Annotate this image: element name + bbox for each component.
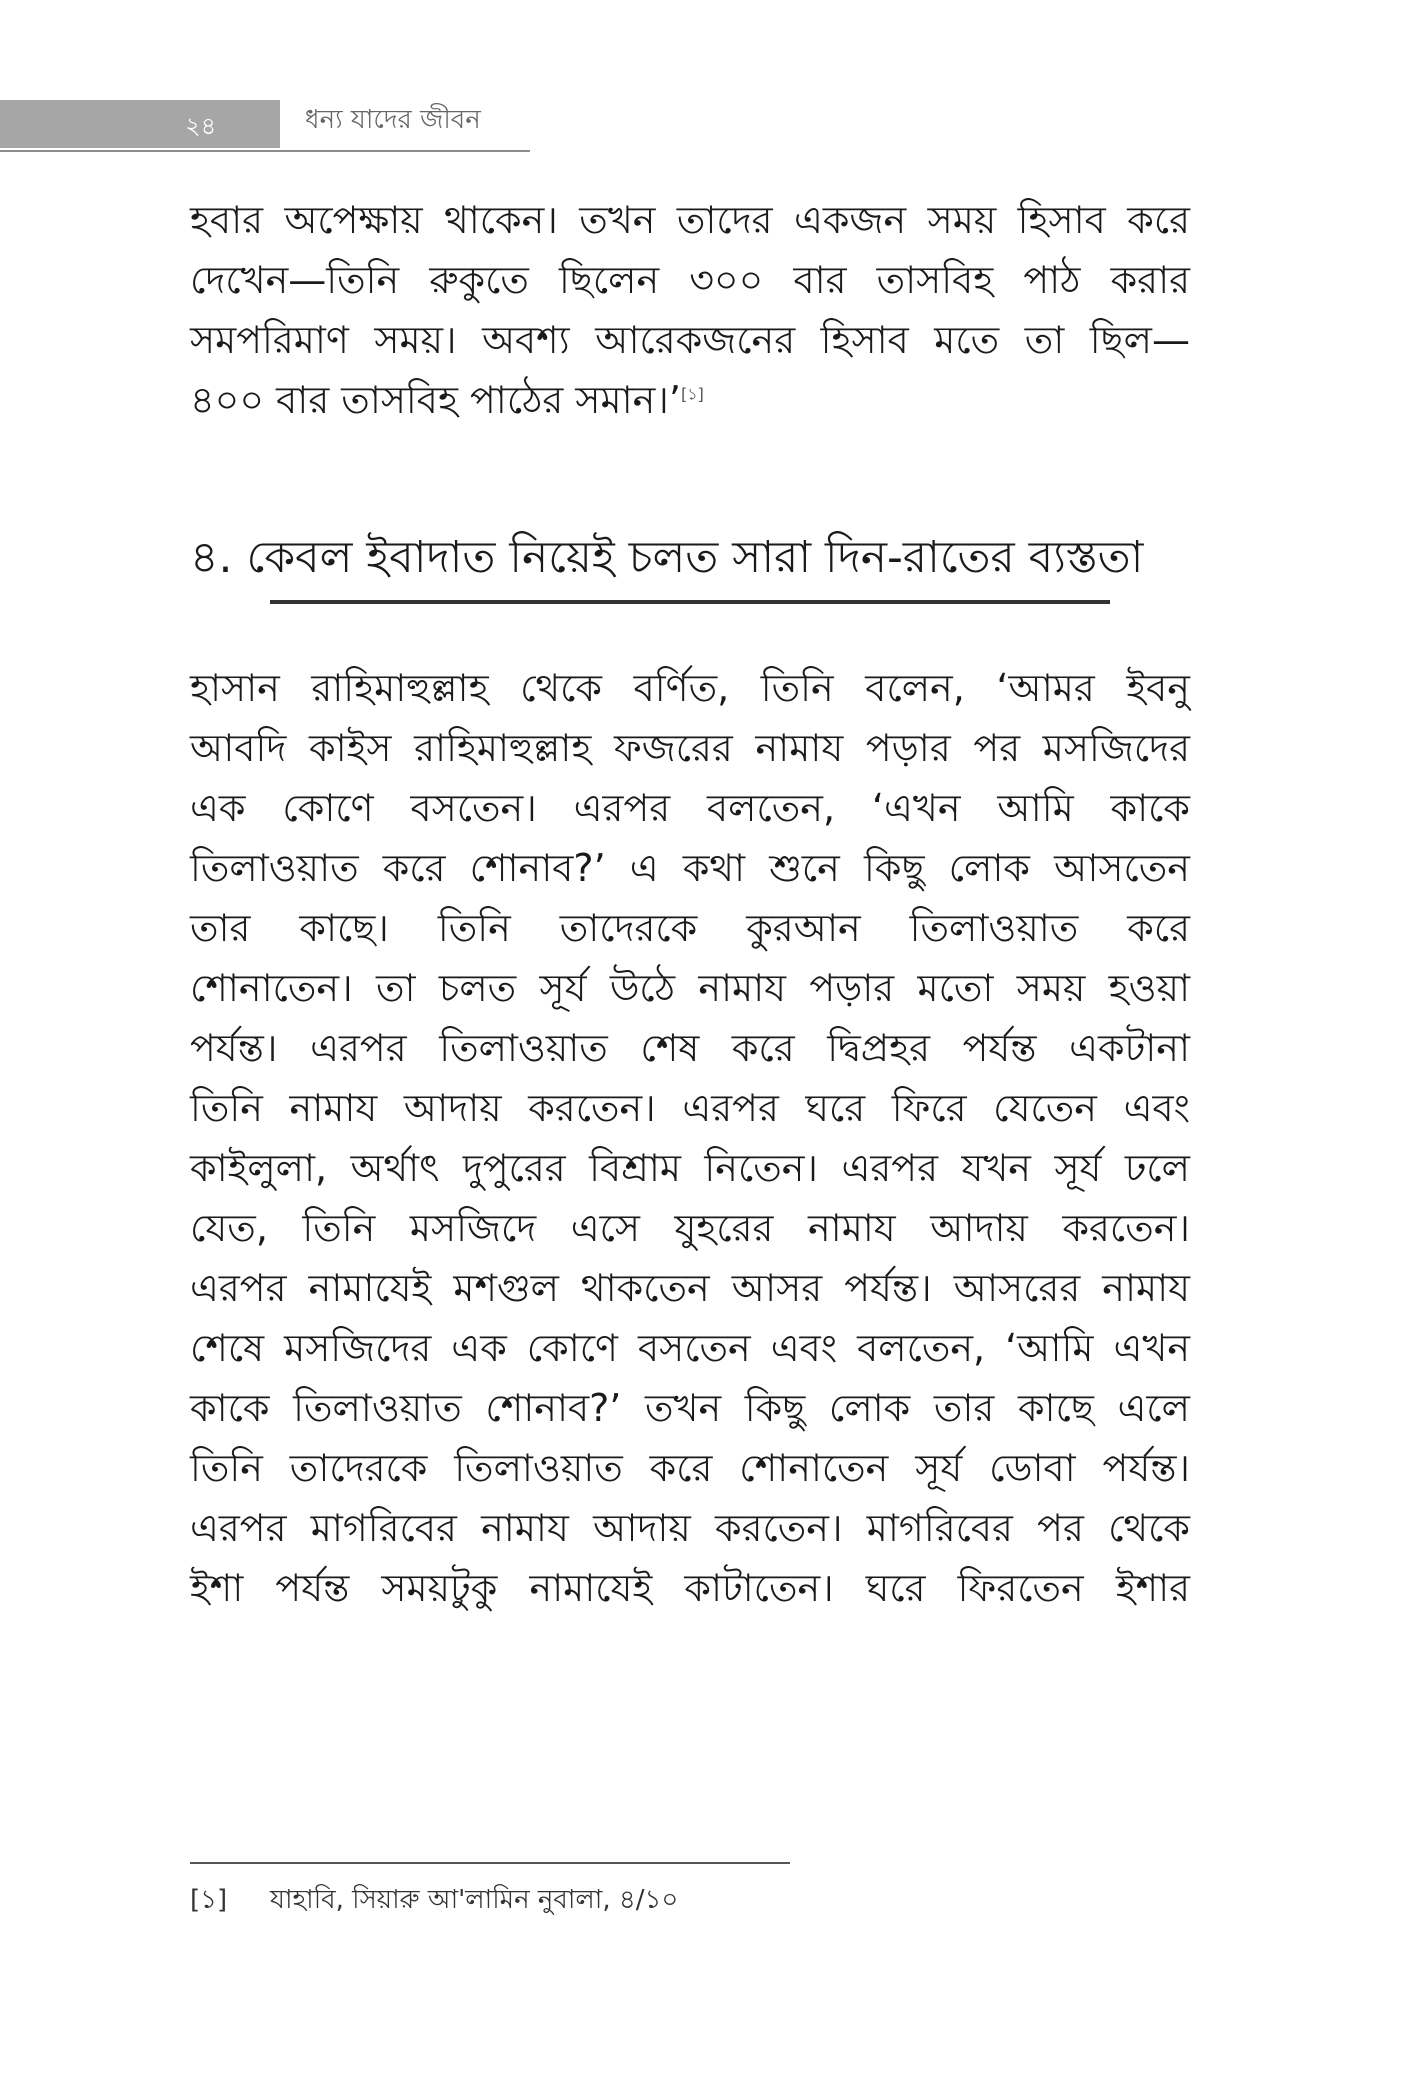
text-line: পর্যন্ত। এরপর তিলাওয়াত শেষ করে দ্বিপ্রহর পর্যন্ত একটানা	[190, 1026, 1190, 1070]
text-line: সমপরিমাণ সময়। অবশ্য আরেকজনের হিসাব মতে তা ছিল—	[190, 318, 1190, 362]
text-line: হাসান রাহিমাহুল্লাহ থেকে বর্ণিত, তিনি বলেন, ‘আমর ইবনু	[190, 666, 1190, 710]
footnote-mark: [১]	[190, 1885, 228, 1915]
header-bar	[0, 100, 280, 148]
text-line: কাকে তিলাওয়াত শোনাব?’ তখন কিছু লোক তার কাছে এলে	[190, 1386, 1190, 1430]
text-line: ৪০০ বার তাসবিহ পাঠের সমান।’	[190, 378, 681, 422]
text-line: শোনাতেন। তা চলত সূর্য উঠে নামায পড়ার মতো সময় হওয়া	[190, 966, 1190, 1010]
heading-underline	[270, 600, 1110, 604]
page-number: ২৪	[185, 112, 217, 140]
text-line: তিলাওয়াত করে শোনাব?’ এ কথা শুনে কিছু লোক আসতেন	[190, 846, 1190, 890]
text-line: ইশা পর্যন্ত সময়টুকু নামাযেই কাটাতেন। ঘরে ফিরতেন ইশার	[190, 1566, 1190, 1610]
section-heading: ৪. কেবল ইবাদাত নিয়েই চলত সারা দিন-রাতের ব্যস্ততা	[190, 532, 1144, 583]
text-line: এরপর নামাযেই মশগুল থাকতেন আসর পর্যন্ত। আসরের নামায	[190, 1266, 1190, 1310]
text-line: শেষে মসজিদের এক কোণে বসতেন এবং বলতেন, ‘আমি এখন	[190, 1326, 1190, 1370]
footnote-reference[interactable]: [১]	[680, 384, 704, 404]
footnote-divider	[190, 1862, 790, 1864]
text-line: তিনি নামায আদায় করতেন। এরপর ঘরে ফিরে যেতেন এবং	[190, 1086, 1190, 1130]
running-title: ধন্য যাদের জীবন	[305, 105, 481, 135]
text-line: এক কোণে বসতেন। এরপর বলতেন, ‘এখন আমি কাকে	[190, 786, 1190, 830]
intro-paragraph	[190, 190, 1190, 430]
text-line: দেখেন—তিনি রুকুতে ছিলেন ৩০০ বার তাসবিহ পাঠ করার	[190, 258, 1190, 302]
footnote	[190, 1880, 678, 1920]
section-paragraph	[190, 658, 1190, 1618]
text-line: আবদি কাইস রাহিমাহুল্লাহ ফজরের নামায পড়ার পর মসজিদের	[190, 726, 1190, 770]
text-line: হবার অপেক্ষায় থাকেন। তখন তাদের একজন সময় হিসাব করে	[190, 198, 1190, 242]
header-divider	[0, 150, 530, 152]
text-line-last	[190, 370, 1190, 430]
text-line: তিনি তাদেরকে তিলাওয়াত করে শোনাতেন সূর্য ডোবা পর্যন্ত।	[190, 1446, 1190, 1490]
text-line: এরপর মাগরিবের নামায আদায় করতেন। মাগরিবের পর থেকে	[190, 1506, 1190, 1550]
text-line: তার কাছে। তিনি তাদেরকে কুরআন তিলাওয়াত করে	[190, 906, 1190, 950]
text-line: কাইলুলা, অর্থাৎ দুপুরের বিশ্রাম নিতেন। এরপর যখন সূর্য ঢলে	[190, 1146, 1190, 1190]
text-line: যেত, তিনি মসজিদে এসে যুহরের নামায আদায় করতেন।	[190, 1206, 1190, 1250]
footnote-text: যাহাবি, সিয়ারু আ'লামিন নুবালা, ৪/১০	[270, 1885, 679, 1915]
